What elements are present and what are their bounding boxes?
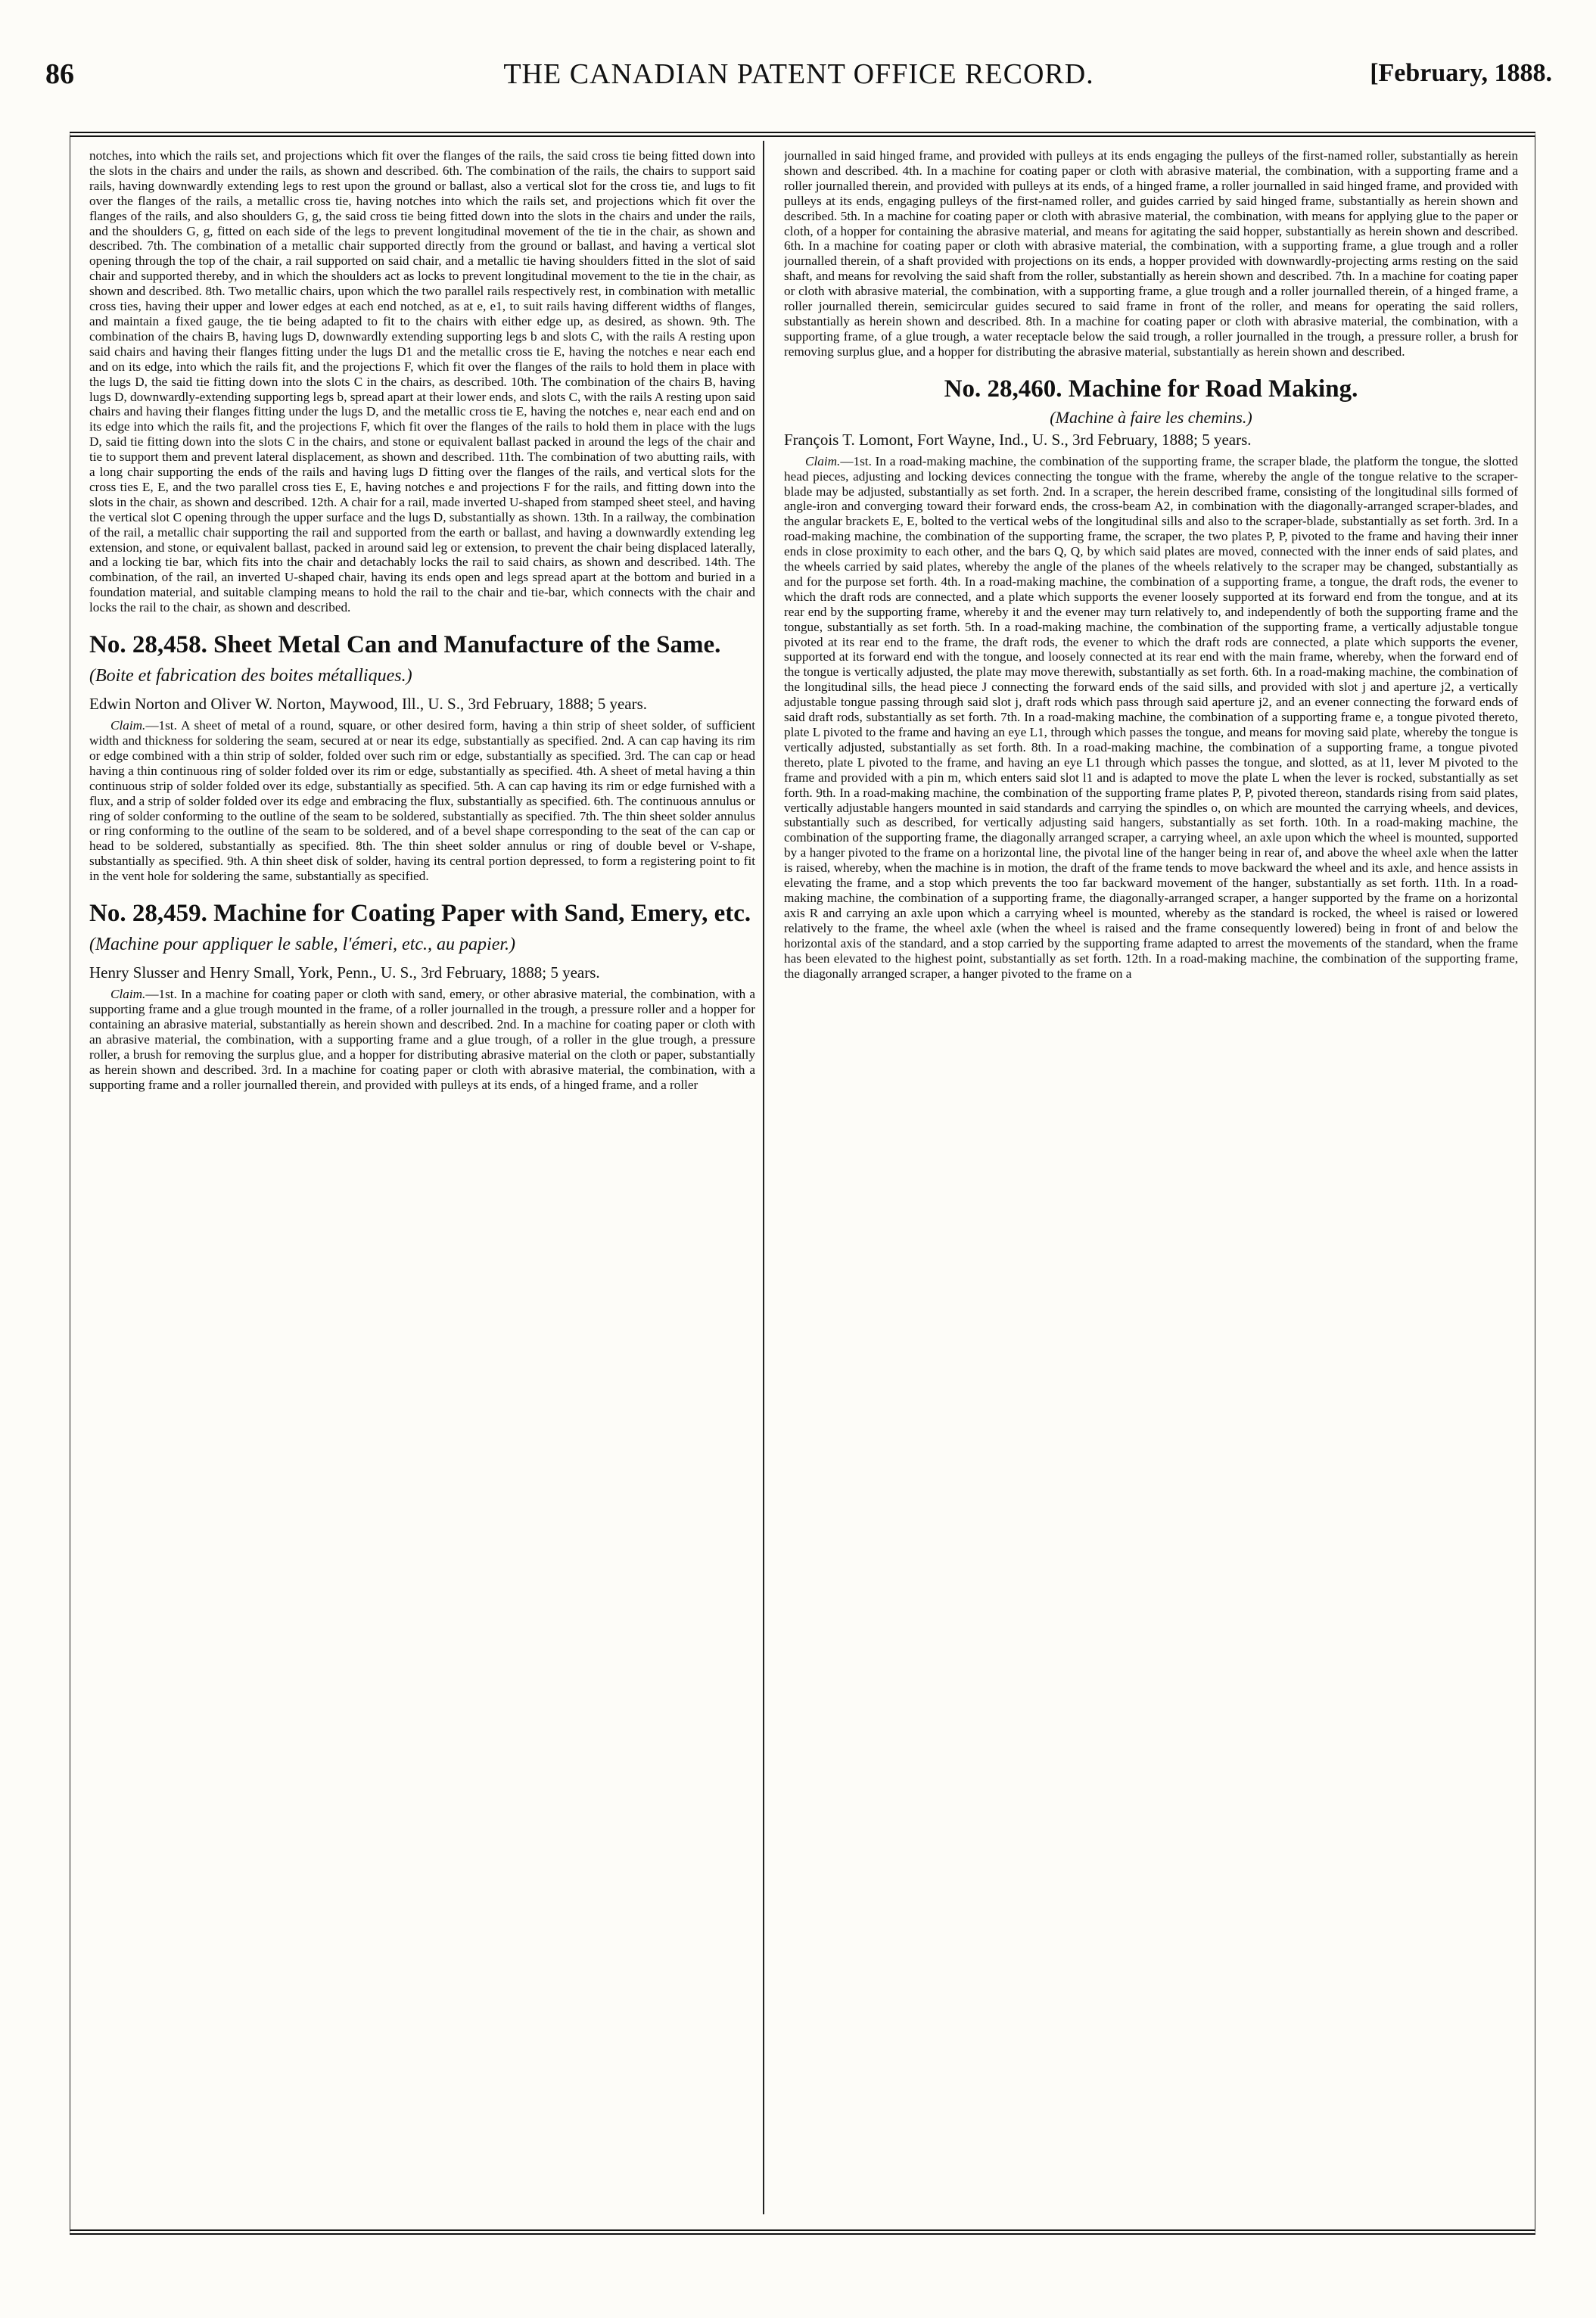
claim-label: Claim. xyxy=(110,718,146,733)
french-title: (Machine pour appliquer le sable, l'émeri, etc., au papier.) xyxy=(89,935,516,955)
page-header xyxy=(45,58,1552,103)
patent-number: No. 28,459. xyxy=(89,900,207,928)
patent-number: No. 28,460. xyxy=(944,375,1062,403)
entry-heading xyxy=(89,630,755,690)
patent-number: No. 28,458. xyxy=(89,631,207,659)
right-column xyxy=(784,148,1518,2214)
inventor-line: Henry Slusser and Henry Small, York, Penn., U. S., 3rd February, 1888; 5 years. xyxy=(89,963,600,982)
page-number: 86 xyxy=(45,58,74,90)
entry-heading xyxy=(784,375,1518,403)
claim-body: —1st. A sheet of metal of a round, square, or other desired form, having a thin strip of sheet solder, of sufficient width and thickness for soldering the seam, secured at or near its edge, substantially as specified. 2nd. A can cap having its rim or edge combined with a thin strip of solder, folded over such rim or edge, substantially as specified. 3rd. The can cap or head having a thin continuous ring of solder folded over its rim or edge, substantially as specified. 4th. A sheet of metal having a thin continuous strip of solder folded over its edge, substantially as specified. 5th. A can cap having its rim or edge furnished with a flux, and a strip of solder folded over its edge and embracing the flux, substantially as specified. 6th. The continuous annulus or ring of solder conforming to the outline of the seam to be soldered, substantially as specified. 7th. The thin sheet solder annulus or ring conforming to the outline of the seam to be soldered, and of a bevel shape corresponding to the seat of the can cap or head to be soldered, substantially as specified. 8th. The thin sheet solder annulus or ring of double bevel or V-shape, substantially as specified. 9th. A thin sheet disk of solder, having its central portion depressed, to form a registering point to fit in the vent hole for soldering the same, substantially as specified. xyxy=(89,718,755,884)
claim-label: Claim. xyxy=(805,453,841,468)
patent-title: Machine for Road Making. xyxy=(1068,375,1358,403)
inventor-line: François T. Lomont, Fort Wayne, Ind., U. S., 3rd February, 1888; 5 years. xyxy=(784,430,1252,449)
issue-date: [February, 1888. xyxy=(1370,59,1552,87)
claims-text xyxy=(89,718,755,884)
french-title: (Boite et fabrication des boites métalliques.) xyxy=(89,666,412,686)
publication-title: THE CANADIAN PATENT OFFICE RECORD. xyxy=(503,58,1094,90)
patent-title: Machine for Coating Paper with Sand, Emery, etc. xyxy=(213,900,751,928)
entry-heading xyxy=(89,899,755,959)
claim-body: —1st. In a machine for coating paper or cloth with sand, emery, or other abrasive material, the combination, with a supporting frame and a glue trough mounted in the frame, of a roller journalled in the trough, a pressure roller and a hopper for containing an abrasive material, substantially as herein shown and described. 2nd. In a machine for coating paper or cloth with an abrasive material, the combination, with a supporting frame and a glue trough, of a roller in the glue trough, a pressure roller, a brush for removing the surplus glue, and a hopper for distributing abrasive material on the cloth or paper, substantially as herein shown and described. 3rd. In a machine for coating paper or cloth with abrasive material, the combination, with a supporting frame and a roller journalled therein, and provided with pulleys at its ends, of a hinged frame, and a roller xyxy=(89,987,755,1092)
french-title: (Machine à faire les chemins.) xyxy=(1050,407,1252,427)
claim-label: Claim. xyxy=(110,987,146,1002)
left-column xyxy=(89,148,755,2214)
column-divider xyxy=(763,141,764,2214)
continued-claims-text: journalled in said hinged frame, and provided with pulleys at its ends engaging the pulleys of the first-named roller, substantially as herein shown and described. 4th. In a machine for coating paper or cloth with abrasive material, the combination, with a supporting frame and a roller journalled therein, and provided with pulleys at its ends, of a hinged frame, a roller journalled in said hinged frame, and provided with pulleys at its ends, engaging pulleys of the first-named roller, and guides carried by said hinged frame, substantially as herein shown and described. 5th. In a machine for coating paper or cloth with abrasive material, the combination, with means for applying glue to the paper or cloth, of a hopper for containing the abrasive material, and means for agitating the said hopper, substantially as herein shown and described. 6th. In a machine for coating paper or cloth with abrasive material, the combination, with a supporting frame, a glue trough and a roller journalled therein, of a shaft provided with projections on its ends, a hopper provided with downwardly-projecting arms resting on the said shaft, and means for revolving the said shaft from the roller, substantially as herein shown and described. 7th. In a machine for coating paper or cloth with abrasive material, the combination, with a supporting frame, a glue trough and a roller journalled therein, of a hinged frame, a roller journalled therein, semicircular guides secured to said frame in front of the roller, and means for operating the said rollers, substantially as herein shown and described. 8th. In a machine for coating paper or cloth with abrasive material, the combination, with a supporting frame, of a glue trough, a water receptacle below the said trough, a roller journalled in the trough, a pressure roller, a brush for removing surplus glue, and a hopper for distributing the abrasive material, substantially as herein shown and described. xyxy=(784,148,1518,359)
continued-claims-text: notches, into which the rails set, and projections which fit over the flanges of the rails, the said cross tie being fitted down into the slots in the chairs and under the rails, as shown and described. 6th. The combination of the rails, the chairs to support said rails, having downwardly extending legs to rest upon the ground or ballast, also a vertical slot for the cross tie, and lugs to fit over the flanges of the rails, a metallic cross tie, having notches into which the rails set, and projections which fit over the flanges of the rails, and also shoulders G, g, the said cross tie being fitted down into the slots in the chairs and under the rails, and the shoulders G, g, fitted on each side of the legs to prevent longitudinal movement of the tie in the chair, as shown and described. 7th. The combination of a metallic chair supported directly from the ground or ballast, and having a vertical slot opening through the top of the chair, a rail supported on said chair, and a metallic tie having shoulders fitted in the slot of said chair and supported thereby, and in which the shoulders act as locks to prevent longitudinal movement to the tie in the chair, as shown and described. 8th. Two metallic chairs, upon which the two parallel rails respectively rest, in combination with metallic cross ties, having their upper and lower edges at each end notched, as at e, e1, to suit rails having different widths of flanges, and maintain a fixed gauge, the tie being adapted to fit to the chairs with either edge up, as desired, as shown. 9th. The combination of the chairs B, having lugs D, downwardly extending supporting legs b and slots C, with the rails A resting upon said chairs and having their flanges fitting under the lugs D1 and the metallic cross tie E, having the notches e near each end and on its edge, into which the rails fit, and the projections F, which fit over the flanges of the rails to hold them in place with the lugs D, the said tie fitting down into the slots C in the chairs, as described. 10th. The combination of the chairs B, having lugs D, downwardly-extending supporting legs b, spread apart at their lower ends, and slots C, with the rails A resting upon said chairs and having their flanges fitting under the lugs D, and the metallic cross tie E, having the notches e, near each end and on its edge into which the rails fit, and the projections F, which fit over the flanges of the rails to hold them in place with the lugs D, said tie fitting down into the slots C in the chairs, and stone or equivalent ballast packed in around the legs of the chair and tie to support them and prevent lateral displacement, as shown and described. 11th. The combination of two abutting rails, with a long chair supporting the ends of the rails and having lugs D fitting over the flanges of the rails, and vertical slots for the cross ties E, E, and the two parallel cross ties E, E, having notches e and projections F for the rails, and fitting down into the slots in the chair, as shown and described. 12th. A chair for a rail, made inverted U-shaped from stamped sheet steel, and having the vertical slot C opening through the upper surface and the lugs D, substantially as shown. 13th. In a railway, the combination of the rail, a metallic chair supporting the rail and supported from the earth or ballast, and having a downwardly extending leg extension, and stone, or equivalent ballast, packed in around said leg or extension, to prevent the chair being displaced laterally, and a locking tie bar, which fits into the chair and detachably locks the rail to said chairs, as shown and described. 14th. The combination, of the rail, an inverted U-shaped chair, having its ends open and legs spread apart at the bottom and buried in a foundation material, and suitable clamping means to hold the rail to the chair and tie-bar, which connects with the chair and locks the rail to the chair, as shown and described. xyxy=(89,148,755,615)
patent-title: Sheet Metal Can and Manufacture of the Same. xyxy=(213,631,721,659)
patent-entry-28458 xyxy=(89,630,755,884)
inventor-line: Edwin Norton and Oliver W. Norton, Maywood, Ill., U. S., 3rd February, 1888; 5 years. xyxy=(89,695,648,714)
patent-entry-28460 xyxy=(784,375,1518,982)
claims-text xyxy=(89,987,755,1092)
claim-body: —1st. In a road-making machine, the combination of the supporting frame, the scraper blade, the platform the tongue, the slotted head pieces, adjusting and locking devices connecting the tongue with the frame, whereby the angle of the tongue relative to the scraper-blade may be adjusted, substantially as set forth. 2nd. In a scraper, the herein described frame, consisting of the longitudinal sills formed of angle-iron and converging toward their forward ends, the cross-beam A2, in combination with the diagonally-arranged scraper-blades, and the angular brackets E, E, bolted to the vertical webs of the longitudinal sills and also to the scraper-blade, substantially as set forth. 3rd. In a road-making machine, the combination of the supporting frame, the scraper, the two plates P, P, pivoted to the frame and having their inner ends in close proximity to each other, and the bars Q, Q, by which said plates are moved, connected with the inner ends of said plates, and the wheels carried by said plates, whereby the angle of the planes of the wheels relatively to the scraper may be changed, substantially as and for the purpose set forth. 4th. In a road-making machine, the combination of a supporting frame, a tongue, the draft rods, the evener to which the draft rods are connected, and a plate which supports the evener loosely supported at its forward end from the tongue, and at its rear end by the supporting frame, whereby it and the evener may turn relatively to, and independently of both the supporting frame and the tongue, substantially as set forth. 5th. In a road-making machine, the combination of the supporting frame, a vertically adjustable tongue pivoted at its rear end to the frame, the draft rods, the evener to which the draft rods are connected, a plate which supports the evener, supported at its forward end with the tongue, and loosely connected at its rear end with the main frame, whereby, when the forward end of the tongue is vertically adjusted, the plate may move therewith, substantially as set forth. 6th. In a road-making machine, the combination of the longitudinal sills, the head piece J connecting the forward ends of the said sills, and provided with slot j and aperture j2, a vertically adjustable tongue passing through said slot j, draft rods which pass through said aperture j2, and an evener connecting the forward ends of said draft rods, substantially as set forth. 7th. In a road-making machine, the combination of a supporting frame e, a tongue pivoted thereto, plate L pivoted to the frame and having an eye L1, through which passes the tongue, and means for moving said plate, whereby the tongue is vertically adjusted, substantially as set forth. 8th. In a road-making machine, the combination of a supporting frame, a tongue pivoted thereto, plate L pivoted to the frame, and having an eye L1 through which passes the tongue, and slotted, as at l1, lever M pivoted to the frame and provided with a pin m, which enters said slot l1 and is adapted to move the plate L when the lever is rocked, substantially as set forth. 9th. In a road-making machine, the combination of the supporting frame plates P, P, pivoted thereon, standards rising from said plates, vertically adjustable hangers mounted in said standards and carrying the spindles o, on which are mounted the carrying wheels, and devices, substantially such as described, for vertically adjusting said hangers, substantially as set forth. 10th. In a road-making machine, the combination of the supporting frame, the diagonally arranged scraper, a carrying wheel, an axle upon which the wheel is mounted, supported by a hanger pivoted to the frame on a horizontal line, the pivotal line of the hanger being in rear of, and above the wheel axle when the latter is raised, whereby, when the machine is in motion, the draft of the frame tends to move backward the wheel and its axle, and hence assists in elevating the frame, and a stop which prevents the too far backward movement of the hanger, substantially as set forth. 11th. In a road-making machine, the combination of a supporting frame, the diagonally-arranged scraper, a hanger supported by the frame on a horizontal axis R and carrying an axle upon which a carrying wheel is mounted, whereby as the standard is rocked, the wheel is raised or lowered relatively to the frame, the wheel axle (when the wheel is raised and the frame consequently lowered) being in front of and below the horizontal axis of the standard, and a stop carried by the supporting frame adapted to arrest the movements of the standard, when the frame has been elevated to the highest point, substantially as set forth. 12th. In a road-making machine, the combination of the supporting frame, the diagonally arranged scraper, a hanger pivoted to the frame on a xyxy=(784,453,1518,981)
patent-entry-28459 xyxy=(89,899,755,1092)
claims-text xyxy=(784,454,1518,982)
